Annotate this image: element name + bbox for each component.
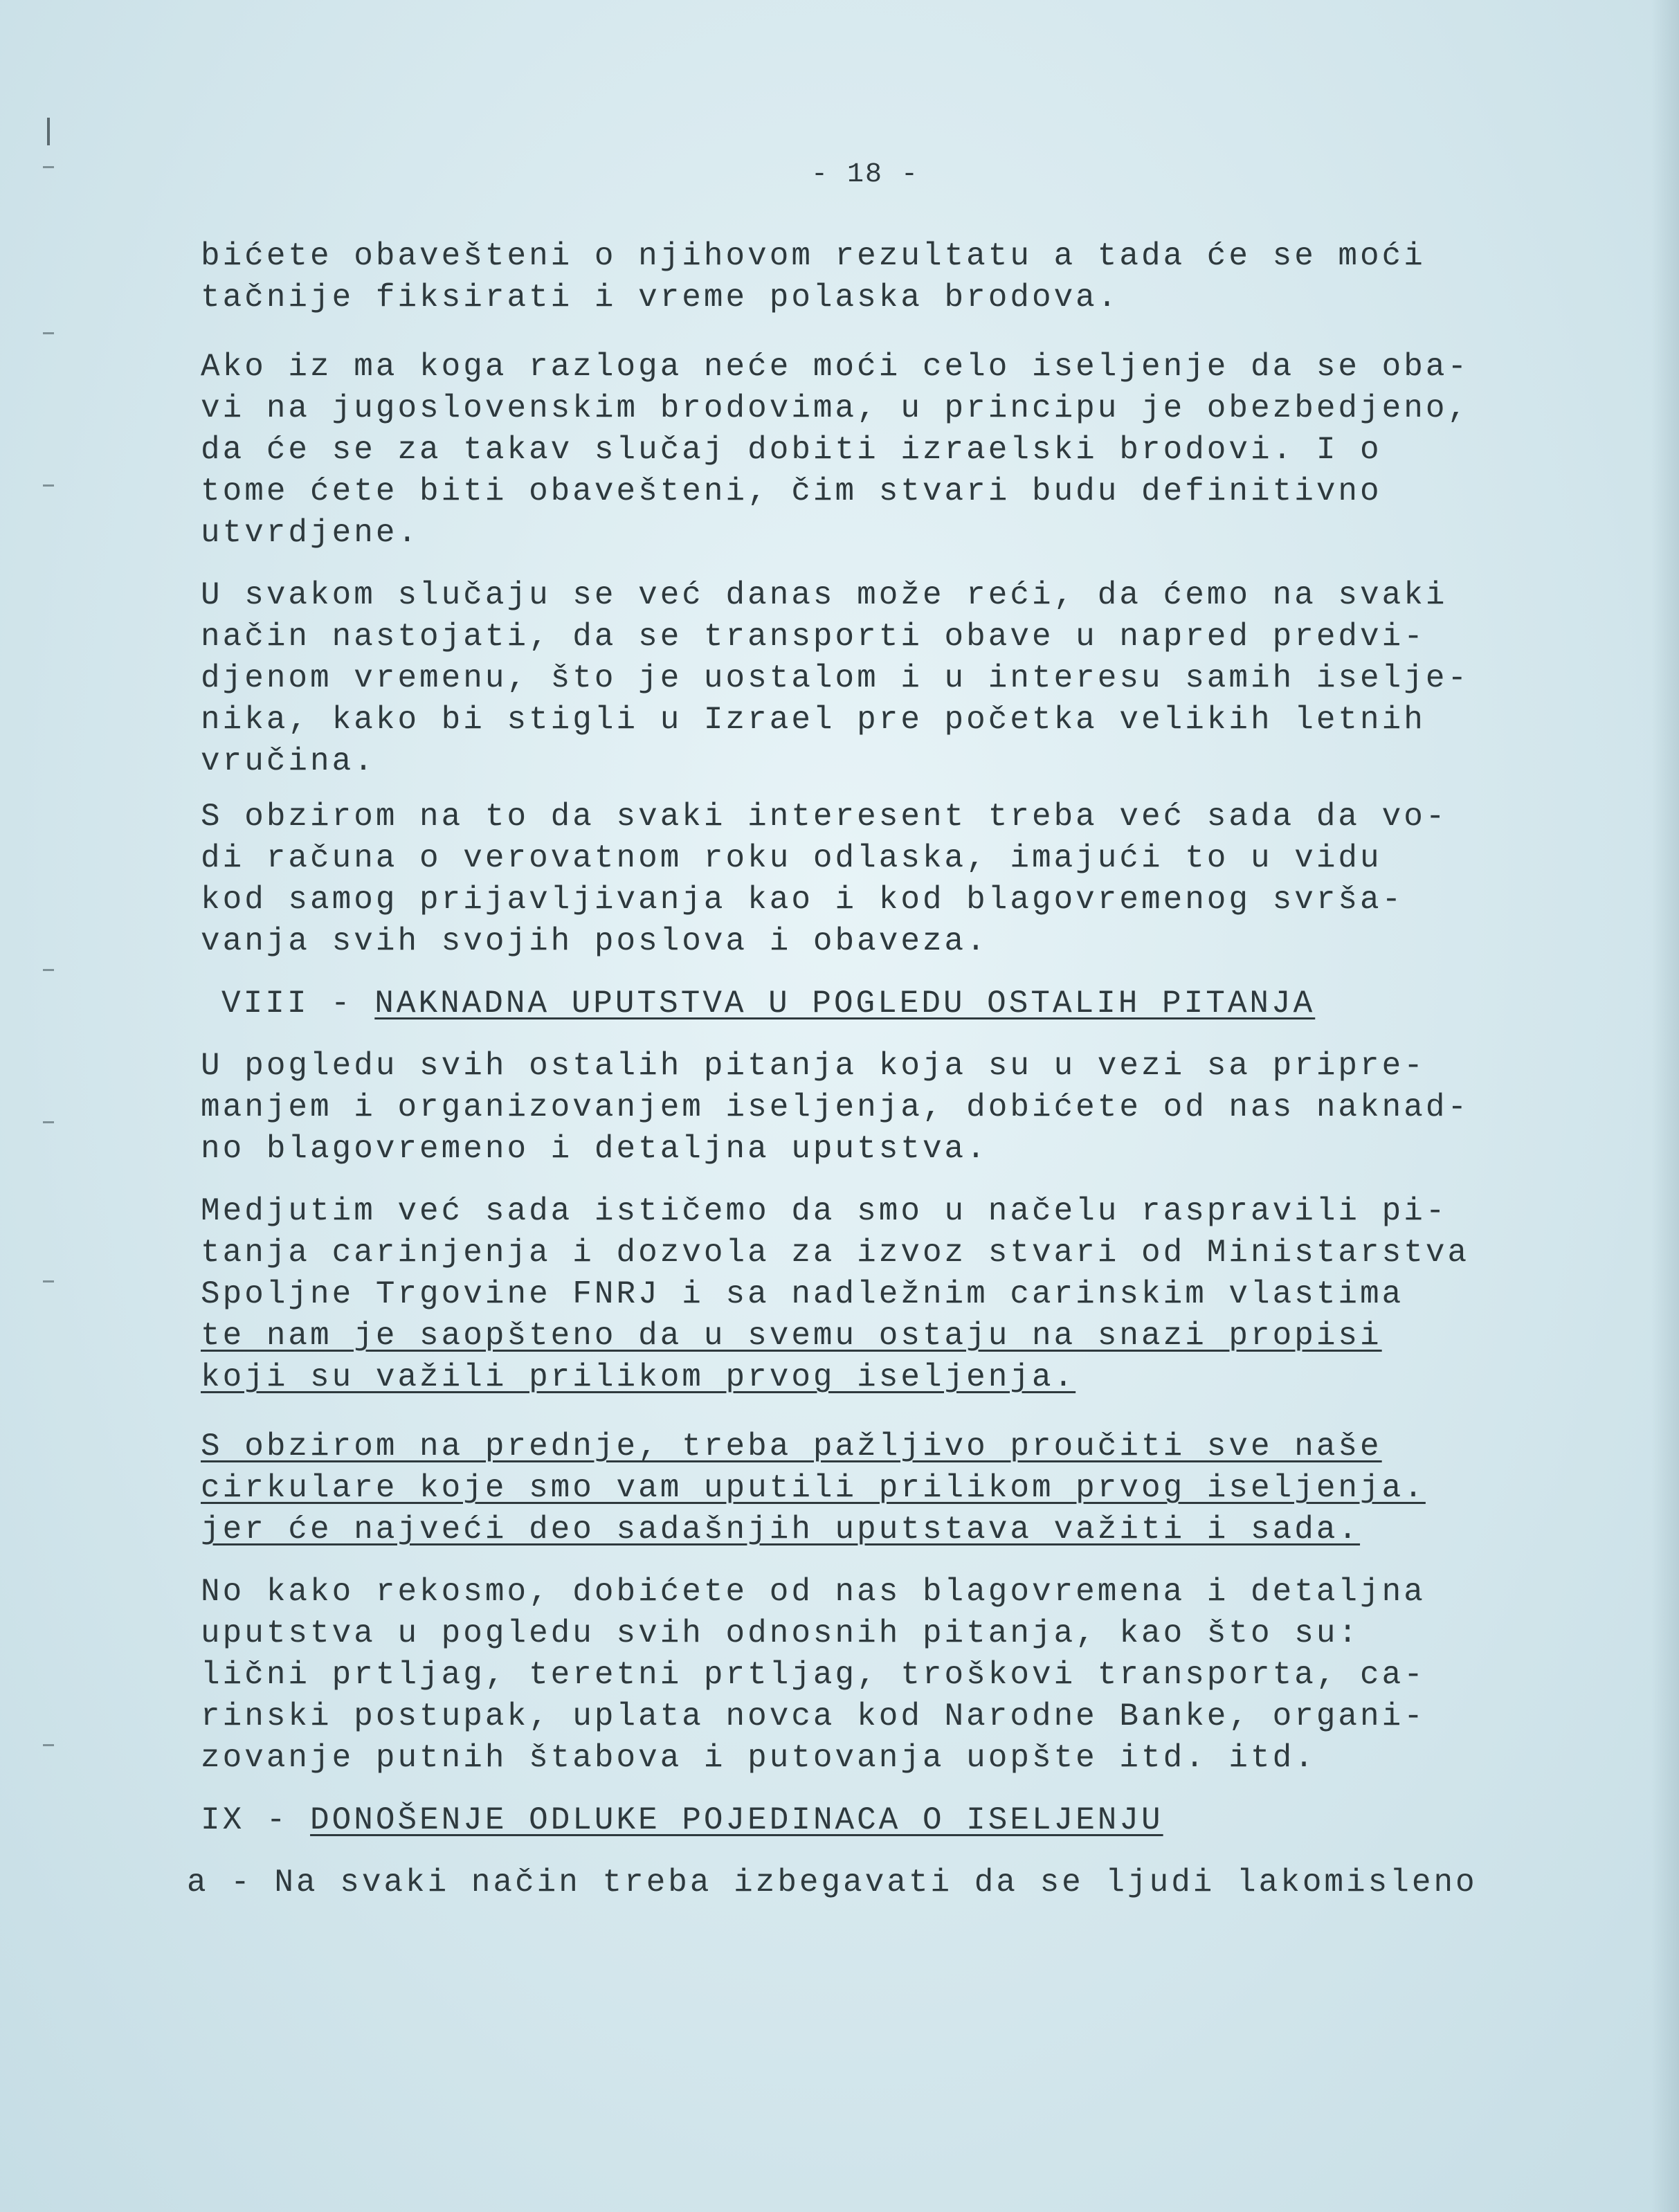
scan-edge-shadow [1651, 0, 1679, 2212]
paragraph-item-a [187, 1862, 1478, 1903]
text-line: Spoljne Trgovine FNRJ i sa nadležnim carinskim vlastima [201, 1276, 1404, 1312]
text-line: zovanje putnih štabova i putovanja uopšte itd. itd. [201, 1740, 1316, 1776]
text-line: nika, kako bi stigli u Izrael pre početka velikih letnih [201, 702, 1426, 738]
text-line: utvrdjene. [201, 515, 420, 551]
paragraph-ships [201, 346, 1470, 554]
paragraph-other-questions [201, 1045, 1470, 1170]
text-line: uputstva u pogledu svih odnosnih pitanja, kao što su: [201, 1615, 1361, 1651]
margin-mark [43, 332, 54, 334]
text-line-underlined: koji su važili prilikom prvog iseljenja. [201, 1359, 1076, 1395]
paragraph-departure-term [201, 796, 1467, 962]
text-line: Medjutim već sada ističemo da smo u načelu raspravili pi- [201, 1193, 1448, 1229]
text-line: no blagovremeno i detaljna uputstva. [201, 1131, 988, 1167]
text-line: tome ćete biti obavešteni, čim stvari budu definitivno [201, 473, 1382, 509]
margin-mark [43, 484, 54, 487]
paragraph-results [201, 235, 1467, 318]
text-line: da će se za takav slučaj dobiti izraelski brodovi. I o [201, 432, 1382, 468]
section-title: NAKNADNA UPUTSTVA U POGLEDU OSTALIH PITANJA [374, 986, 1316, 1022]
margin-mark [43, 1280, 54, 1282]
text-line: tačnije fiksirati i vreme polaska brodova. [201, 280, 1120, 316]
margin-mark [43, 166, 54, 168]
text-line: vanja svih svojih poslova i obaveza. [201, 923, 988, 959]
text-line-underlined: te nam je saopšteno da u svemu ostaju na snazi propisi [201, 1318, 1382, 1354]
margin-mark [47, 118, 50, 145]
text-line: S obzirom na to da svaki interesent treba već sada da vo- [201, 799, 1448, 835]
text-line: U svakom slučaju se već danas može reći, da ćemo na svaki [201, 577, 1448, 613]
margin-mark [43, 969, 54, 971]
paragraph-transport-time [201, 574, 1470, 782]
text-line-underlined: jer će najveći deo sadašnjih uputstava važiti i sada. [201, 1512, 1361, 1548]
section-number: IX [201, 1802, 245, 1838]
text-line: No kako rekosmo, dobićete od nas blagovremena i detaljna [201, 1574, 1426, 1610]
margin-mark [43, 1121, 54, 1123]
page-number: - 18 - [810, 159, 920, 190]
section-dash: - [331, 986, 353, 1022]
text-line: manjem i organizovanjem iseljenja, dobićete od nas naknad- [201, 1089, 1470, 1125]
paragraph-customs [201, 1190, 1470, 1398]
margin-mark [43, 1744, 54, 1746]
section-dash: - [266, 1802, 289, 1838]
text-line: vi na jugoslovenskim brodovima, u principu je obezbedjeno, [201, 390, 1470, 426]
text-line: a - Na svaki način treba izbegavati da se ljudi lakomisleno [187, 1865, 1478, 1901]
section-heading-viii [221, 983, 1315, 1024]
text-line: bićete obavešteni o njihovom rezultatu a tada će se moći [201, 238, 1426, 274]
text-line: djenom vremenu, što je uostalom i u interesu samih iselje- [201, 660, 1470, 696]
section-number: VIII [221, 986, 309, 1022]
text-line: rinski postupak, uplata novca kod Narodne Banke, organi- [201, 1698, 1426, 1734]
text-line: U pogledu svih ostalih pitanja koja su u vezi sa pripre- [201, 1048, 1426, 1084]
section-heading-ix [201, 1799, 1163, 1841]
text-line: di računa o verovatnom roku odlaska, imajući to u vidu [201, 840, 1382, 876]
text-line-underlined: S obzirom na prednje, treba pažljivo proučiti sve naše [201, 1429, 1382, 1465]
text-line: tanja carinjenja i dozvola za izvoz stvari od Ministarstva [201, 1235, 1470, 1271]
text-line: kod samog prijavljivanja kao i kod blagovremenog svrša- [201, 882, 1404, 918]
text-line-underlined: cirkulare koje smo vam uputili prilikom prvog iseljenja. [201, 1470, 1426, 1506]
paragraph-instructions [201, 1571, 1467, 1779]
text-line: lični prtljag, teretni prtljag, troškovi transporta, ca- [201, 1657, 1426, 1693]
text-line: način nastojati, da se transporti obave u napred predvi- [201, 619, 1426, 655]
paragraph-circulars [201, 1426, 1467, 1550]
text-line: Ako iz ma koga razloga neće moći celo iseljenje da se oba- [201, 349, 1470, 385]
text-line: vručina. [201, 743, 376, 779]
section-title: DONOŠENJE ODLUKE POJEDINACA O ISELJENJU [310, 1802, 1163, 1838]
